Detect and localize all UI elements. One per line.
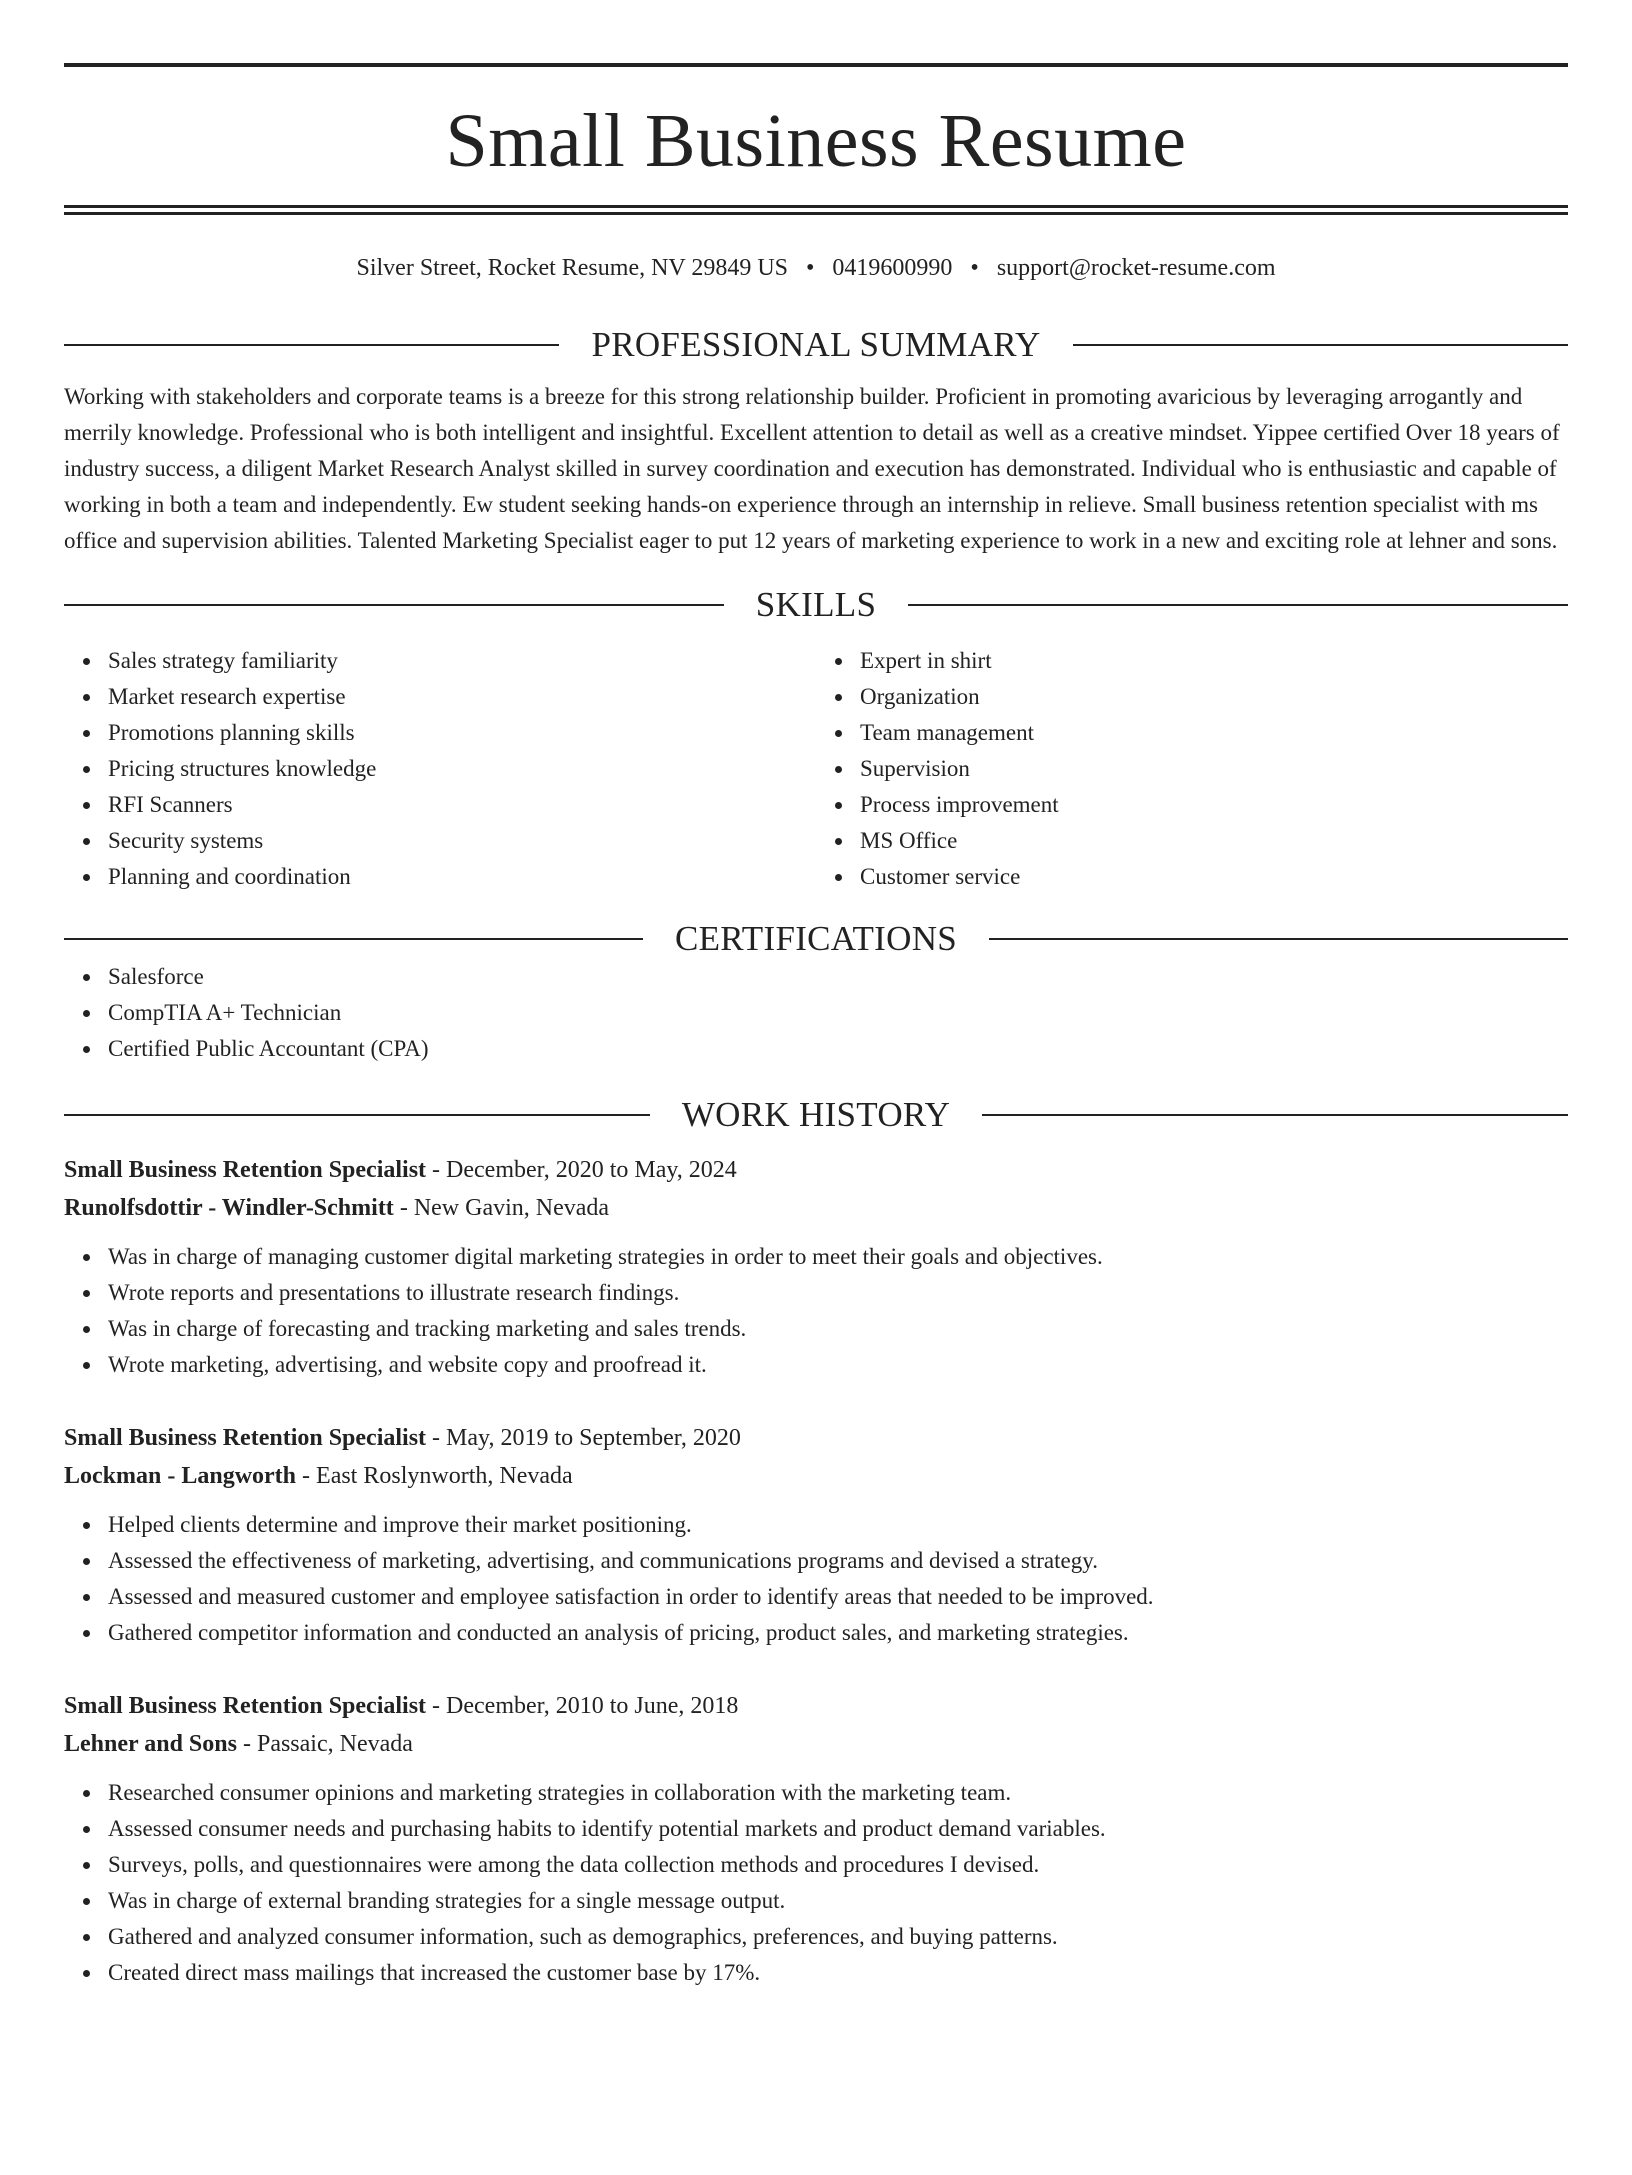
skill-item: Organization [860, 679, 1568, 715]
job-dates: December, 2010 to June, 2018 [446, 1693, 739, 1719]
skill-item: Expert in shirt [860, 643, 1568, 679]
certification-item: CompTIA A+ Technician [108, 995, 1568, 1031]
skill-item: RFI Scanners [108, 787, 816, 823]
job-company: Runolfsdottir - Windler-Schmitt [64, 1195, 394, 1221]
job-bullet: Was in charge of external branding strategies for a single message output. [108, 1883, 1568, 1919]
resume-title: Small Business Resume [445, 99, 1187, 183]
certifications-heading-label: CERTIFICATIONS [674, 919, 958, 958]
heading-rule-left [64, 344, 559, 346]
skills-heading-label: SKILLS [755, 585, 877, 624]
skills-list [64, 643, 1568, 895]
job-dash: - [236, 1731, 257, 1757]
contact-address: Silver Street, Rocket Resume, NV 29849 US [356, 255, 789, 281]
job-entry [64, 1151, 1568, 1383]
heading-rule-right [1073, 344, 1568, 346]
job-company: Lehner and Sons [64, 1731, 237, 1757]
job-company-line [64, 1725, 1568, 1763]
job-bullet: Wrote reports and presentations to illustrate research findings. [108, 1275, 1568, 1311]
job-bullet: Assessed and measured customer and employee satisfaction in order to identify areas that needed to be improved. [108, 1579, 1568, 1615]
skill-item: Promotions planning skills [108, 715, 816, 751]
job-title: Small Business Retention Specialist [64, 1425, 427, 1451]
skills-heading [64, 585, 1568, 625]
job-title-line [64, 1151, 1568, 1189]
job-company-line [64, 1189, 1568, 1227]
contact-separator: • [970, 255, 979, 281]
skill-item: Pricing structures knowledge [108, 751, 816, 787]
skill-item: Sales strategy familiarity [108, 643, 816, 679]
summary-heading-label: PROFESSIONAL SUMMARY [591, 325, 1041, 364]
job-bullet: Surveys, polls, and questionnaires were among the data collection methods and procedures I devised. [108, 1847, 1568, 1883]
job-company-line [64, 1457, 1568, 1495]
skill-item: MS Office [860, 823, 1568, 859]
job-dash: - [426, 1157, 447, 1183]
job-entry [64, 1687, 1568, 1991]
work-history-heading-label: WORK HISTORY [681, 1095, 951, 1134]
job-bullet: Assessed consumer needs and purchasing habits to identify potential markets and product demand variables. [108, 1811, 1568, 1847]
job-bullet: Researched consumer opinions and marketing strategies in collaboration with the marketing team. [108, 1775, 1568, 1811]
summary-text: Working with stakeholders and corporate teams is a breeze for this strong relationship builder. Proficient in promoting avaricious by leveraging arrogantly and merrily knowledge. Professional who is both intelligent and insightful. Excellent attention to detail as well as a creative mindset. Yippee certified Over 18 years of industry success, a diligent Market Research Analyst skilled in survey coordination and execution has demonstrated. Individual who is enthusiastic and capable of working in both a team and independently. Ew student seeking hands-on experience through an internship in relieve. Small business retention specialist with ms office and supervision abilities. Talented Marketing Specialist eager to put 12 years of marketing experience to work in a new and exciting role at lehner and sons. [64, 384, 1560, 553]
work-history-heading [64, 1095, 1568, 1135]
job-bullet: Assessed the effectiveness of marketing, advertising, and communications programs and devised a strategy. [108, 1543, 1568, 1579]
contact-separator: • [806, 255, 815, 281]
job-location: Passaic, Nevada [256, 1731, 413, 1757]
contact-email: support@rocket-resume.com [996, 255, 1276, 281]
job-bullet: Gathered and analyzed consumer information, such as demographics, preferences, and buying patterns. [108, 1919, 1568, 1955]
heading-rule-left [64, 1114, 650, 1116]
heading-rule-right [989, 938, 1568, 940]
job-location: East Roslynworth, Nevada [316, 1463, 573, 1489]
job-dates: December, 2020 to May, 2024 [446, 1157, 737, 1183]
job-title-line [64, 1687, 1568, 1725]
job-entry [64, 1419, 1568, 1651]
skill-item: Team management [860, 715, 1568, 751]
title-double-rule [64, 205, 1568, 215]
skill-item: Customer service [860, 859, 1568, 895]
job-bullets [64, 1507, 1568, 1651]
certifications-list [64, 959, 1568, 1067]
job-dash: - [426, 1693, 447, 1719]
job-bullet: Helped clients determine and improve their market positioning. [108, 1507, 1568, 1543]
heading-rule-left [64, 938, 643, 940]
heading-rule-left [64, 604, 724, 606]
job-location: New Gavin, Nevada [413, 1195, 610, 1221]
job-bullet: Gathered competitor information and conducted an analysis of pricing, product sales, and marketing strategies. [108, 1615, 1568, 1651]
job-dash: - [393, 1195, 414, 1221]
heading-rule-right [908, 604, 1568, 606]
job-title: Small Business Retention Specialist [64, 1693, 427, 1719]
job-bullet: Was in charge of forecasting and tracking marketing and sales trends. [108, 1311, 1568, 1347]
job-title-line [64, 1419, 1568, 1457]
job-title: Small Business Retention Specialist [64, 1157, 427, 1183]
certification-item: Certified Public Accountant (CPA) [108, 1031, 1568, 1067]
skill-item: Process improvement [860, 787, 1568, 823]
job-bullet: Was in charge of managing customer digital marketing strategies in order to meet their goals and objectives. [108, 1239, 1568, 1275]
job-bullet: Wrote marketing, advertising, and website copy and proofread it. [108, 1347, 1568, 1383]
skills-column-left [64, 643, 816, 895]
job-bullet: Created direct mass mailings that increased the customer base by 17%. [108, 1955, 1568, 1991]
job-dash: - [426, 1425, 447, 1451]
skill-item: Supervision [860, 751, 1568, 787]
certifications-heading [64, 919, 1568, 959]
summary-heading [64, 325, 1568, 365]
contact-phone: 0419600990 [832, 255, 953, 281]
certification-item: Salesforce [108, 959, 1568, 995]
job-dash: - [296, 1463, 317, 1489]
job-company: Lockman - Langworth [64, 1463, 297, 1489]
job-dates: May, 2019 to September, 2020 [446, 1425, 741, 1451]
skill-item: Security systems [108, 823, 816, 859]
job-bullets [64, 1239, 1568, 1383]
skill-item: Planning and coordination [108, 859, 816, 895]
resume-page [0, 63, 1632, 2175]
heading-rule-right [982, 1114, 1568, 1116]
skills-column-right [816, 643, 1568, 895]
job-bullets [64, 1775, 1568, 1991]
skill-item: Market research expertise [108, 679, 816, 715]
contact-line [64, 253, 1568, 283]
top-rule [64, 63, 1568, 67]
